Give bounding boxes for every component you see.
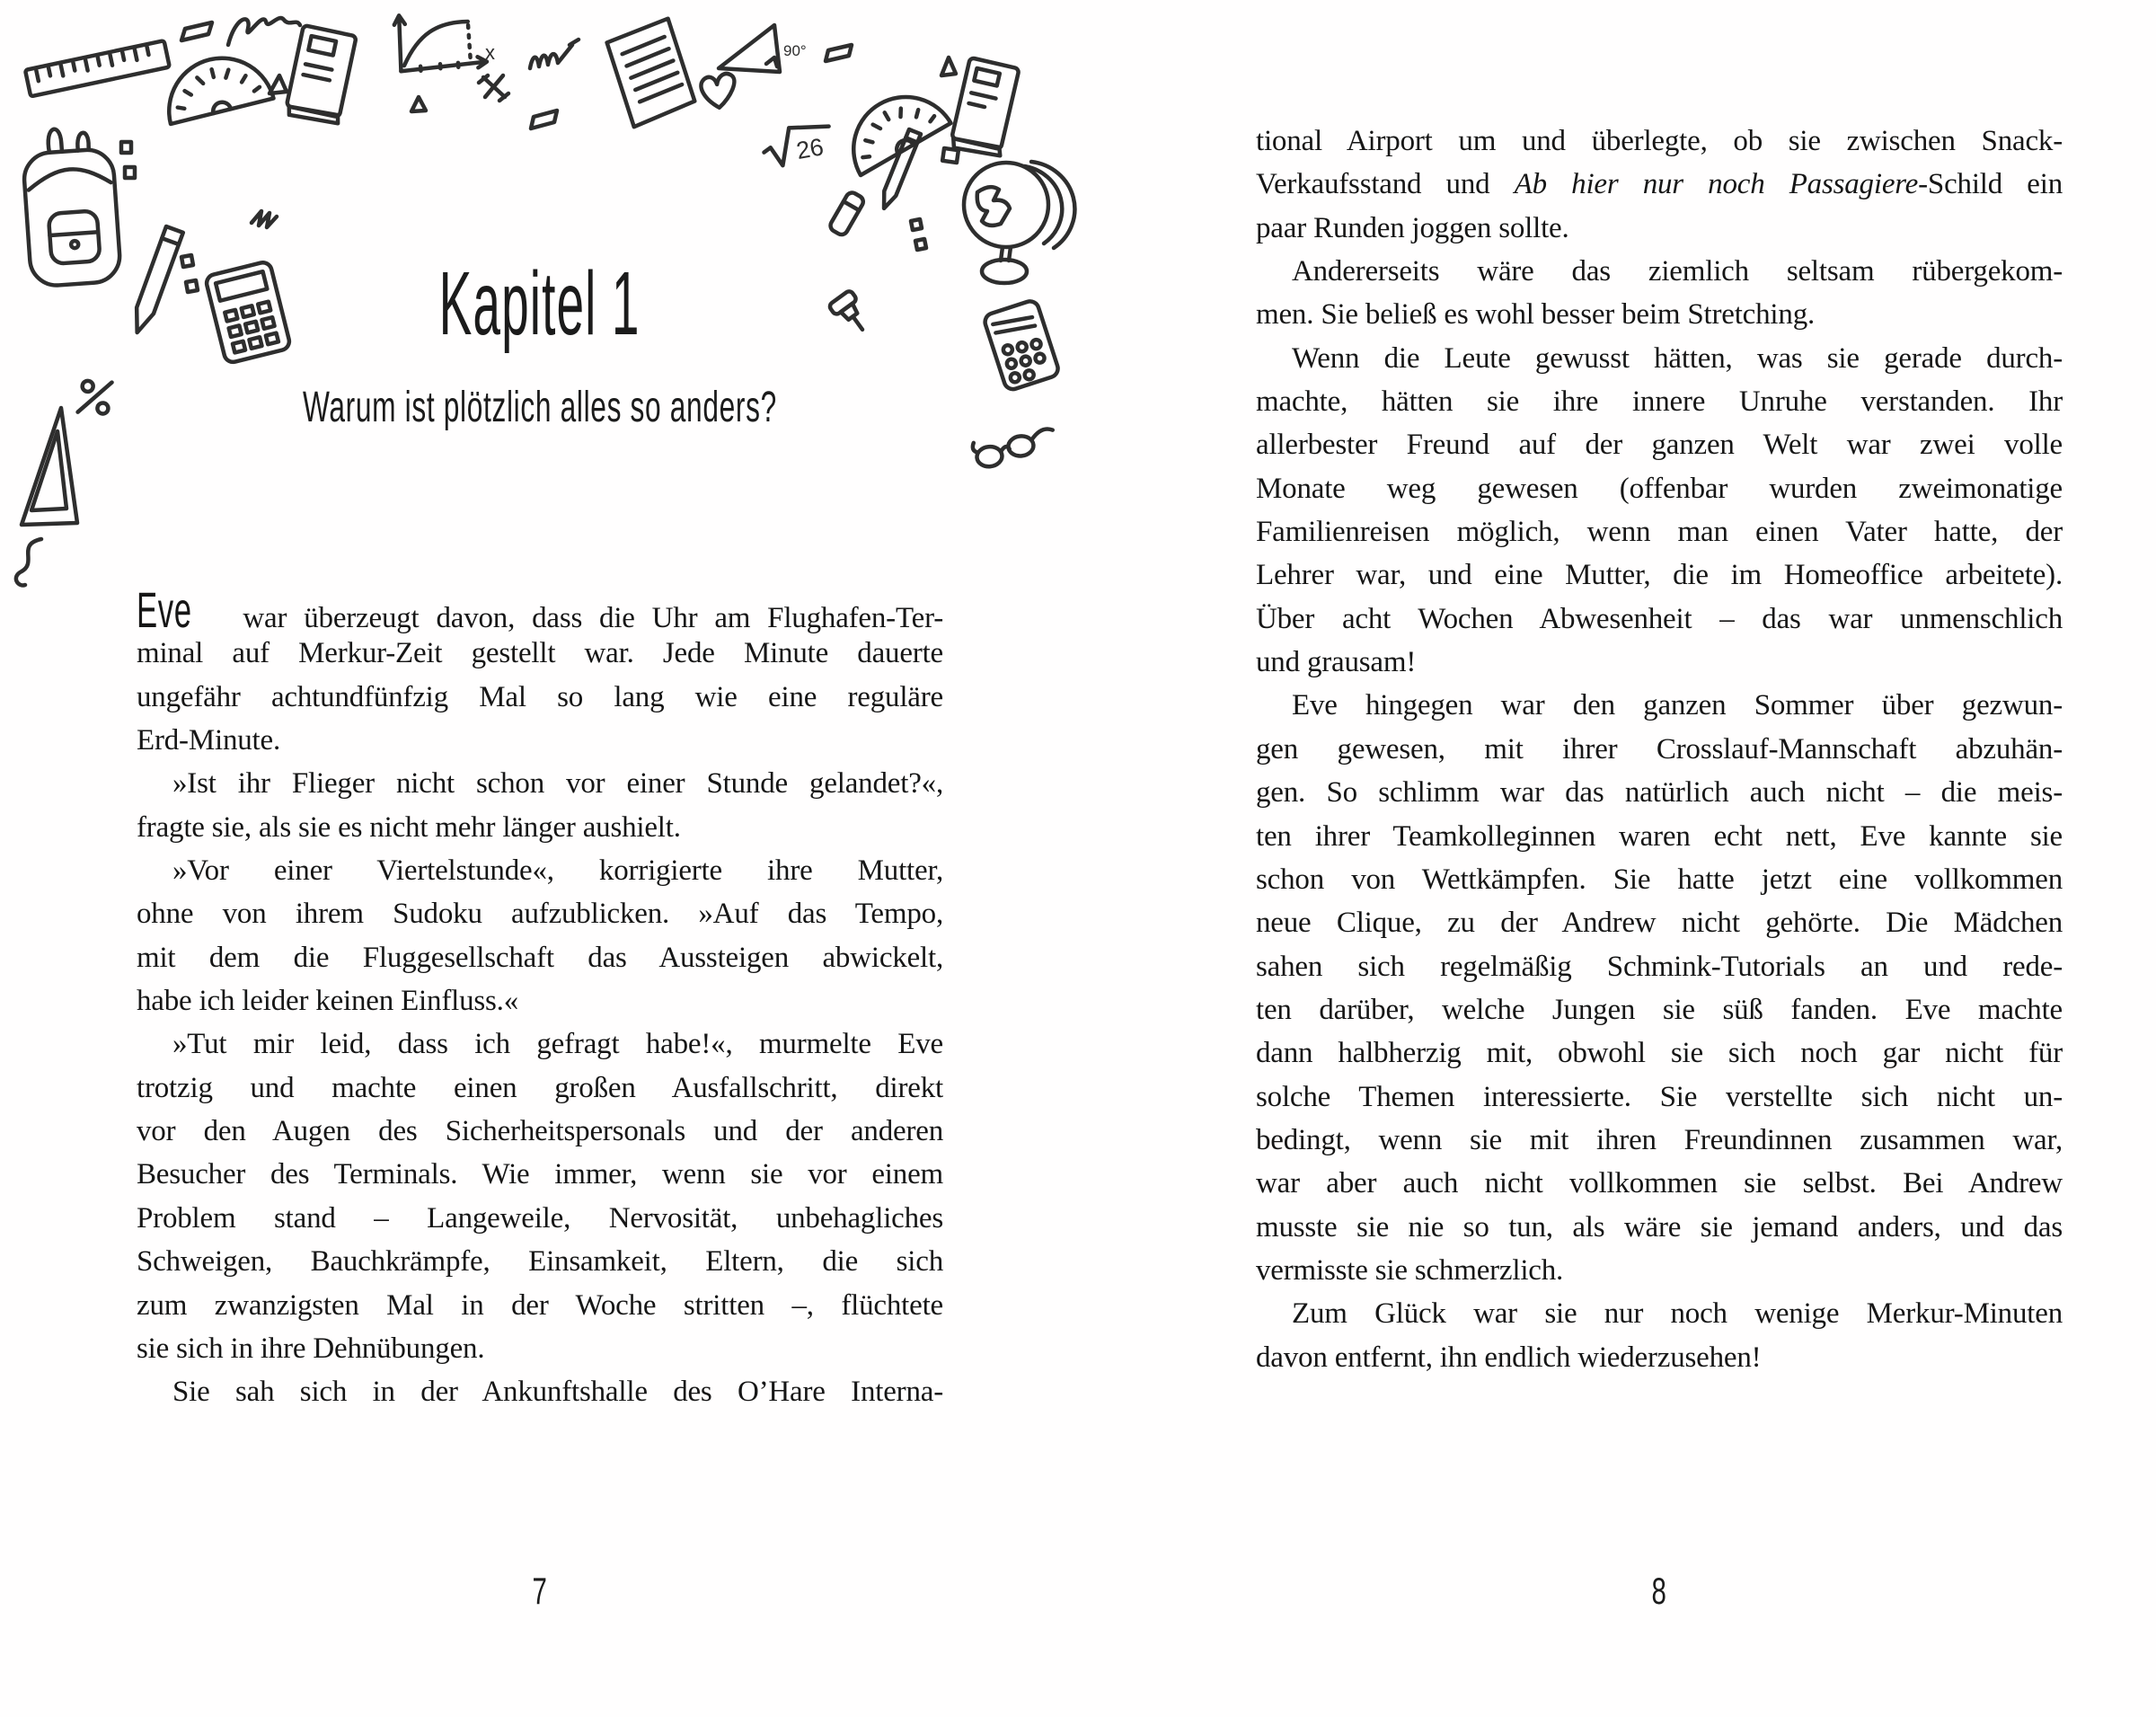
- line-text: Familienreisen möglich, wenn man einen Vater hatte, der: [1256, 516, 2063, 549]
- line-text: vermisste sie schmerzlich.: [1256, 1253, 1564, 1287]
- line-text: davon entfernt, ihn endlich wiederzusehen!: [1256, 1341, 1762, 1374]
- line-text: -Schild ein: [1918, 168, 2063, 201]
- text-line: [137, 762, 943, 805]
- text-line: [137, 1110, 943, 1153]
- line-text: »Tut mir leid, dass ich gefragt habe!«, murmelte Eve: [172, 1028, 943, 1061]
- text-line: [1256, 988, 2063, 1031]
- text-line: [1256, 1206, 2063, 1249]
- line-text: vor den Augen des Sicherheitspersonals und der anderen: [137, 1115, 943, 1148]
- text-line: [137, 936, 943, 979]
- text-line: [1256, 1292, 2063, 1335]
- svg-text:26: 26: [794, 133, 826, 165]
- text-line: [1256, 901, 2063, 944]
- text-line: [137, 1022, 943, 1066]
- cross-icon: [479, 75, 508, 101]
- parallelogram-icon: [826, 45, 852, 61]
- text-line: [137, 806, 943, 849]
- chapter-subtitle: [137, 386, 943, 429]
- line-text: und grausam!: [1256, 646, 1417, 679]
- text-line: [1256, 945, 2063, 988]
- parallelogram-icon: [181, 22, 212, 40]
- line-text: Eve hingegen war den ganzen Sommer über gezwun-: [1292, 689, 2063, 722]
- line-text: neue Clique, zu der Andrew nicht gehörte. Die Mädchen: [1256, 907, 2063, 940]
- text-line: [1256, 423, 2063, 466]
- line-text: sie sich in ihre Dehnübungen.: [137, 1332, 485, 1365]
- page-number-left: [137, 1572, 943, 1610]
- page-number-text: 7: [532, 1570, 548, 1612]
- line-text: minal auf Merkur-Zeit gestellt war. Jede Minute dauerte: [137, 637, 943, 670]
- text-line: [1256, 510, 2063, 553]
- cursive-scribble-icon: [530, 40, 579, 68]
- text-line: [1256, 250, 2063, 293]
- line-text: men. Sie beließ es wohl besser beim Stretching.: [1256, 298, 1816, 332]
- line-text: bedingt, wenn sie mit ihren Freundinnen zusammen war,: [1256, 1123, 2063, 1156]
- spring-scribble-icon: [228, 18, 300, 45]
- text-line: [1256, 771, 2063, 814]
- curl-icon: [16, 539, 41, 585]
- line-text: ungefähr achtundfünfzig Mal so lang wie eine reguläre: [137, 680, 943, 713]
- small-squares-icon: [911, 219, 926, 250]
- line-text: Monate weg gewesen (offenbar wurden zweimonatige: [1256, 472, 2063, 505]
- percent-icon: [78, 378, 112, 416]
- parallelogram-icon: [531, 111, 557, 128]
- line-text: fragte sie, als sie es nicht mehr länger aushielt.: [137, 810, 681, 844]
- set-square-icon: [22, 408, 77, 525]
- notebook-icon: [285, 25, 357, 125]
- line-text: war überzeugt davon, dass die Uhr am Flughafen-Ter-: [225, 602, 943, 634]
- protractor-icon: [835, 78, 950, 175]
- line-text: trotzig und machte einen großen Ausfallschritt, direkt: [137, 1071, 943, 1104]
- heart-icon: [700, 73, 738, 110]
- italic-phrase: Ab hier nur noch Passagiere: [1514, 168, 1919, 201]
- line-text: habe ich leider keinen Einfluss.«: [137, 985, 519, 1018]
- text-line: [137, 892, 943, 935]
- ruler-icon: [25, 40, 170, 96]
- text-line: [137, 1153, 943, 1196]
- line-text: ohne von ihrem Sudoku aufzublicken. »Auf das Tempo,: [137, 898, 943, 931]
- text-line: [1256, 1336, 2063, 1379]
- text-line: [1256, 641, 2063, 684]
- line-text: machte, hätten sie ihre innere Unruhe verstanden. Ihr: [1256, 385, 2063, 419]
- glasses-icon: [972, 429, 1056, 468]
- text-line: [1256, 293, 2063, 336]
- text-line: [1256, 1249, 2063, 1292]
- body-text-left: [137, 581, 943, 1414]
- text-line: [137, 1197, 943, 1240]
- line-text: Besucher des Terminals. Wie immer, wenn sie vor einem: [137, 1158, 943, 1191]
- text-line: [1256, 728, 2063, 771]
- text-line: [1256, 119, 2063, 163]
- line-text: ten ihrer Teamkolleginnen waren echt nett, Eve kannte sie: [1256, 819, 2063, 853]
- calculator-icon: [983, 299, 1060, 392]
- text-line: [137, 1240, 943, 1283]
- line-text: schon von Wettkämpfen. Sie hatte jetzt eine vollkommen: [1256, 863, 2063, 896]
- line-text: Schweigen, Bauchkrämpfe, Einsamkeit, Eltern, die sich: [137, 1245, 943, 1279]
- line-text: paar Runden joggen sollte.: [1256, 211, 1569, 244]
- zigzag-icon: [252, 211, 277, 227]
- line-text: Lehrer war, und eine Mutter, die im Homeoffice arbeitete).: [1256, 559, 2063, 592]
- text-line: [1256, 684, 2063, 727]
- book-icon: [950, 58, 1020, 158]
- line-text: war aber auch nicht vollkommen sie selbst. Bei Andrew: [1256, 1167, 2063, 1200]
- right-triangle-icon: [719, 25, 807, 72]
- line-text: Über acht Wochen Abwesenheit – das war unmenschlich: [1256, 602, 2063, 635]
- text-line: [137, 979, 943, 1022]
- line-text: Verkaufsstand und: [1256, 168, 1515, 201]
- line-text: sahen sich regelmäßig Schmink-Tutorials an und rede-: [1256, 950, 2063, 983]
- backpack-icon: [21, 125, 121, 287]
- text-line: [137, 849, 943, 892]
- text-line: [137, 1327, 943, 1370]
- text-line: [137, 719, 943, 762]
- text-line: [1256, 467, 2063, 510]
- chapter-title-text: Kapitel 1: [439, 253, 641, 354]
- line-text: Erd-Minute.: [137, 724, 281, 757]
- line-text: Andererseits wäre das ziemlich seltsam rübergekom-: [1292, 255, 2063, 288]
- line-text: Problem stand – Langeweile, Nervosität, unbehagliches: [137, 1201, 943, 1235]
- text-line: [137, 1284, 943, 1327]
- triangle-icon: [941, 58, 956, 75]
- text-line: [1256, 380, 2063, 423]
- text-line: [137, 581, 943, 638]
- chapter-title: [137, 253, 943, 354]
- line-text: »Ist ihr Flieger nicht schon vor einer Stunde gelandet?«,: [172, 767, 943, 801]
- triangle-icon: [411, 97, 426, 111]
- svg-text:90°: 90°: [783, 42, 807, 59]
- globe-icon: [964, 162, 1074, 283]
- eraser-icon: [828, 190, 865, 237]
- line-text: mit dem die Fluggesellschaft das Aussteigen abwickelt,: [137, 941, 943, 974]
- line-text: allerbester Freund auf der ganzen Welt war zwei volle: [1256, 429, 2063, 462]
- text-line: [1256, 163, 2063, 206]
- square-root-icon: [761, 121, 835, 171]
- text-line: [1256, 1075, 2063, 1119]
- line-text: Sie sah sich in der Ankunftshalle des O’Hare Interna-: [172, 1376, 943, 1409]
- text-line: [137, 676, 943, 719]
- text-line: [1256, 597, 2063, 641]
- line-text: tional Airport um und überlegte, ob sie zwischen Snack-: [1256, 125, 2063, 157]
- page-number-text: 8: [1651, 1570, 1667, 1612]
- growth-chart-icon: [393, 10, 487, 74]
- chapter-opening-word: Eve: [137, 581, 192, 638]
- lined-paper-icon: [605, 17, 697, 129]
- protractor-icon: [158, 47, 274, 124]
- line-text: gen. So schlimm war das natürlich auch nicht – die meis-: [1256, 776, 2063, 810]
- line-text: Zum Glück war sie nur noch wenige Merkur-Minuten: [1292, 1297, 2063, 1331]
- text-line: [1256, 207, 2063, 250]
- text-line: [1256, 337, 2063, 380]
- line-text: gen gewesen, mit ihrer Crosslauf-Mannschaft abzuhän-: [1256, 732, 2063, 766]
- text-line: [137, 632, 943, 675]
- chapter-subtitle-text: Warum ist plötzlich alles so anders?: [303, 384, 777, 431]
- text-line: [1256, 815, 2063, 858]
- body-text-right: [1256, 119, 2063, 1379]
- text-line: [1256, 858, 2063, 901]
- triangle-icon: [270, 75, 287, 93]
- line-text: »Vor einer Viertelstunde«, korrigierte ihre Mutter,: [172, 854, 943, 888]
- text-line: [1256, 1119, 2063, 1162]
- text-line: [137, 1066, 943, 1110]
- line-text: solche Themen interessierte. Sie verstellte sich nicht un-: [1256, 1080, 2063, 1113]
- line-text: Wenn die Leute gewusst hätten, was sie gerade durch-: [1292, 341, 2063, 375]
- text-line: [1256, 1162, 2063, 1205]
- text-line: [1256, 1031, 2063, 1075]
- line-text: musste sie nie so tun, als wäre sie jemand anders, und das: [1256, 1210, 2063, 1243]
- x-mark-icon: x: [485, 41, 495, 64]
- line-text: zum zwanzigsten Mal in der Woche stritten –, flüchtete: [137, 1288, 943, 1322]
- page-number-right: [1256, 1572, 2063, 1610]
- text-line: [137, 1370, 943, 1413]
- text-line: [1256, 553, 2063, 597]
- line-text: dann halbherzig mit, obwohl sie sich noch gar nicht für: [1256, 1037, 2063, 1070]
- line-text: ten darüber, welche Jungen sie süß fanden. Eve machte: [1256, 993, 2063, 1026]
- small-squares-icon: [942, 148, 959, 163]
